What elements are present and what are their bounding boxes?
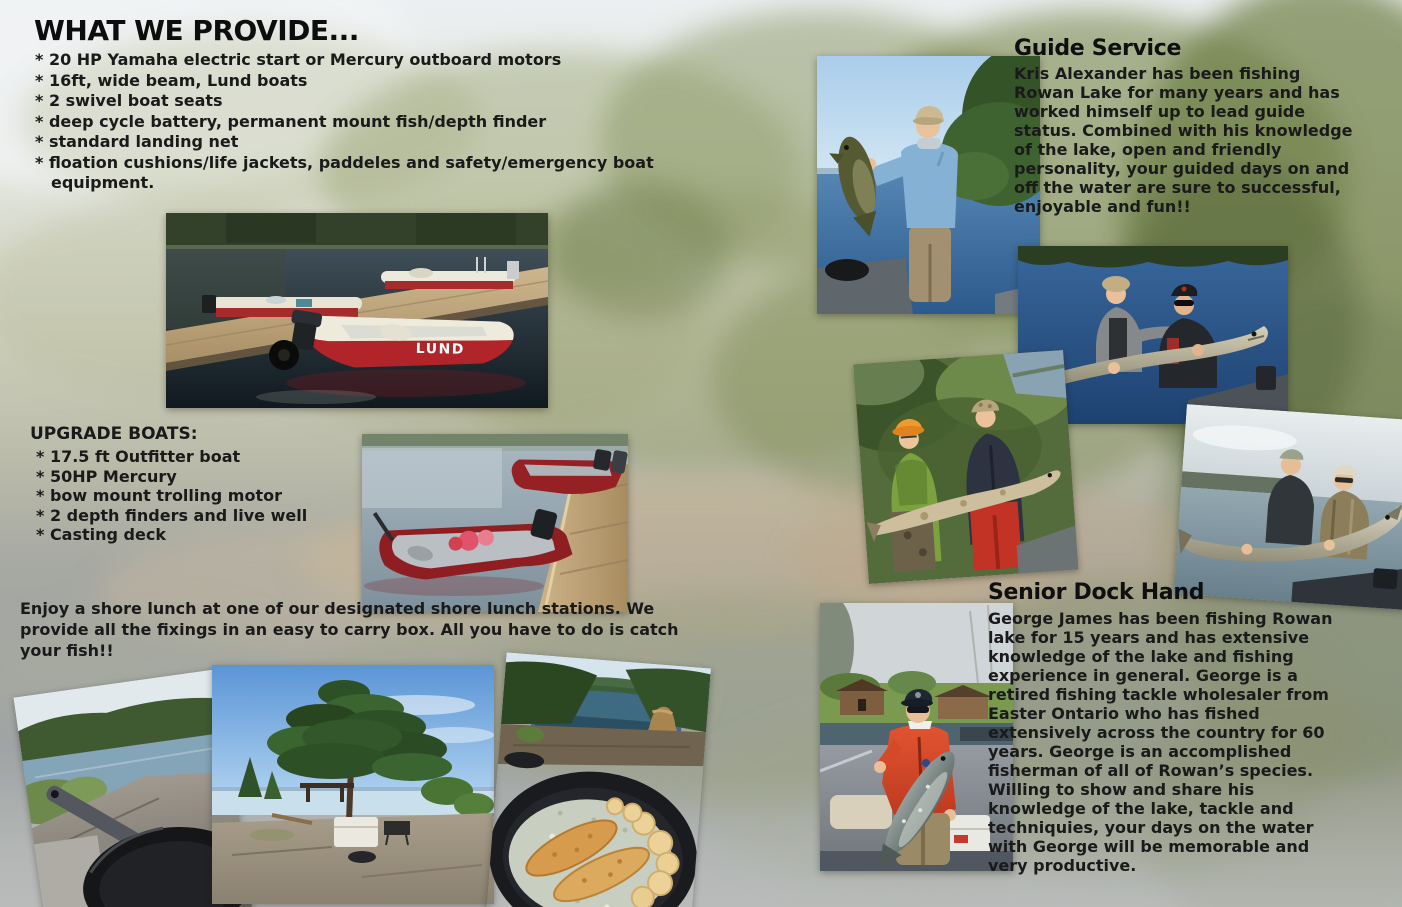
upgrade-item: * bow mount trolling motor [36, 486, 282, 505]
lund-boats-dock-photo [166, 213, 548, 408]
guide-service-section [1014, 36, 1362, 216]
angler-with-bass-photo [817, 56, 1040, 314]
small-lund-boat [202, 295, 362, 317]
provide-item: * 20 HP Yamaha electric start or Mercury outboard motors [35, 50, 562, 69]
carry-box [334, 817, 378, 847]
upgrade-boats-list [30, 447, 307, 545]
lund-boats-illustration [166, 213, 548, 408]
guide-service-title: Guide Service [1014, 36, 1182, 61]
provide-list [35, 50, 654, 194]
outfitter-boat-dock-photo [362, 434, 628, 612]
grill [384, 821, 410, 835]
guide-service-body: Kris Alexander has been fishing Rowan Lake for many years and has worked himself up to lead guide status. Combined with his knowledge of the lake, open and friendly personality, your guided days on and off the water are sure to successful, enjoyable and fun!! [1014, 64, 1353, 216]
provide-item: * 16ft, wide beam, Lund boats [35, 70, 308, 90]
musky-pair-shore-illustration [854, 350, 1079, 584]
provide-item: * floation cushions/life jackets, paddeles and safety/emergency boat [35, 152, 654, 172]
fish-fry-pan-photo [486, 652, 711, 907]
upgrade-item: * 17.5 ft Outfitter boat [36, 447, 241, 466]
upgrade-item: * Casting deck [36, 525, 166, 544]
fish-fry-illustration [486, 652, 711, 907]
george-trout-illustration [820, 603, 1013, 871]
musky-pair-senior-illustration [1174, 404, 1402, 610]
upgrade-boats-section [30, 424, 307, 545]
senior-dock-hand-section [988, 580, 1344, 875]
musky-pair-senior-photo [1174, 404, 1402, 610]
provide-item: * deep cycle battery, permanent mount fish/depth finder [35, 111, 547, 131]
provide-item-continuation: equipment. [51, 173, 155, 192]
senior-dock-hand-title: Senior Dock Hand [988, 580, 1205, 605]
senior-dock-hand-body: George James has been fishing Rowan lake for 15 years and has extensive knowledge of the lake and fishing experience in general. George is a retired fishing tackle wholesaler from Easter Ontario who has fished extensively across the country for 60 years. George is an accomplished fisherman of all of Rowan’s species. Willing to show and share his knowledge of the lake, tackle and techniquies, your days on the water with George will be memorable and very productive. [988, 609, 1333, 875]
george-lake-trout-photo [820, 603, 1013, 871]
upgrade-item: * 50HP Mercury [36, 466, 177, 486]
upgrade-boats-title: UPGRADE BOATS: [30, 424, 198, 444]
shore-lunch-paragraph: Enjoy a shore lunch at one of our designated shore lunch stations. We provide all the fixings in an easy to carry box. All you have to do is catch your fish!! [20, 599, 679, 660]
upgrade-item: * 2 depth finders and live well [36, 505, 308, 525]
shore-lunch-station-photo [212, 665, 494, 904]
outfitter-boat-illustration [362, 434, 628, 612]
shore-lunch-station-illustration [212, 665, 494, 904]
provide-item: * standard landing net [35, 132, 239, 151]
provide-item: * 2 swivel boat seats [35, 91, 223, 110]
angler-bass-illustration [817, 56, 1040, 314]
lund-hull-text: LUND [415, 340, 466, 358]
page-title: WHAT WE PROVIDE... [34, 14, 359, 47]
musky-pair-shore-photo [854, 350, 1079, 584]
